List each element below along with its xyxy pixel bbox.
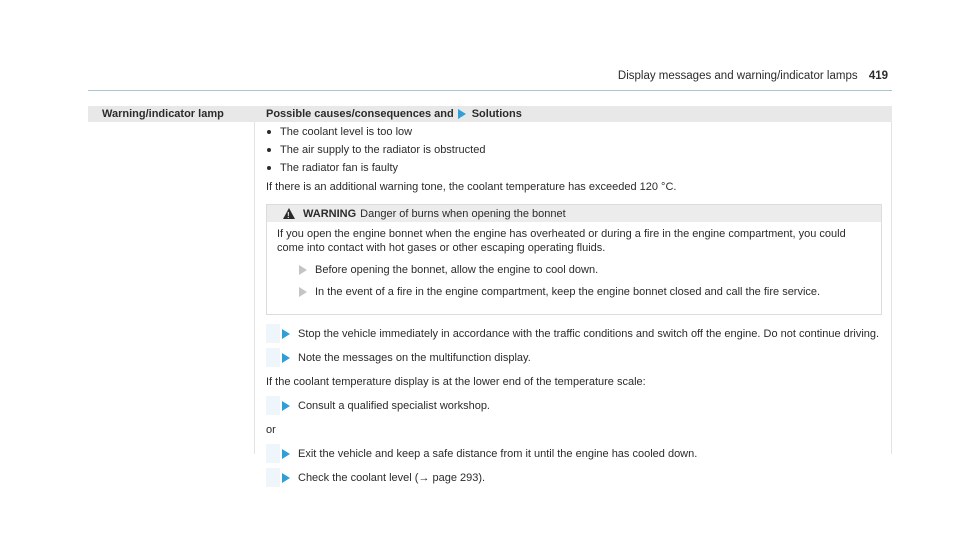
blue-arrow-icon (282, 329, 290, 339)
step-highlight (266, 348, 280, 367)
solution-step (266, 447, 882, 461)
solution-step (266, 471, 882, 485)
blue-arrow-icon (282, 353, 290, 363)
warning-step (277, 263, 871, 277)
solution-step-text: Stop the vehicle immediately in accordance with the traffic conditions and switch off the engine. Do not continue driving. (298, 328, 880, 340)
lower-paragraph: If the coolant temperature display is at the lower end of the temperature scale: (266, 376, 646, 388)
or-text: or (266, 424, 276, 436)
header-rule (88, 90, 892, 91)
cause-item: The radiator fan is faulty (266, 161, 882, 175)
col-warning-lamp-header: Warning/indicator lamp (102, 108, 224, 120)
grey-arrow-icon (299, 287, 307, 297)
warning-body (267, 222, 881, 314)
solution-step-text: Note the messages on the multifunction display. (298, 352, 531, 364)
solution-step-text: Exit the vehicle and keep a safe distance from it until the engine has cooled down. (298, 448, 698, 460)
solution-step-text: Check the coolant level (→ page 293). (298, 472, 486, 484)
warning-table (88, 106, 892, 484)
cause-item: The air supply to the radiator is obstructed (266, 143, 882, 157)
intro-paragraph: If there is an additional warning tone, the coolant temperature has exceeded 120 °C. (266, 181, 677, 193)
step-highlight (266, 444, 280, 463)
blue-arrow-icon (282, 473, 290, 483)
warning-title: WARNING (303, 207, 357, 220)
play-icon (458, 109, 466, 119)
solution-step (266, 399, 882, 413)
column-divider-right (891, 122, 892, 454)
warning-step-text: Before opening the bonnet, allow the engine to cool down. (315, 264, 599, 276)
page-number: 419 (868, 70, 888, 82)
blue-arrow-icon (282, 401, 290, 411)
causes-column (266, 125, 882, 495)
warning-step-text: In the event of a fire in the engine compartment, keep the engine bonnet closed and call the fire service. (315, 286, 821, 298)
solution-step-text: Consult a qualified specialist workshop. (298, 400, 490, 412)
col-solutions-label: Solutions (471, 108, 522, 120)
warning-subtitle: Danger of burns when opening the bonnet (360, 207, 566, 220)
warning-box (266, 204, 882, 315)
grey-arrow-icon (299, 265, 307, 275)
col-causes-header (266, 108, 522, 120)
table-header-row (88, 106, 892, 122)
page-header (618, 70, 888, 82)
warning-triangle-icon (283, 208, 295, 219)
step-highlight (266, 468, 280, 487)
col-causes-label: Possible causes/consequences and (266, 108, 454, 120)
step-highlight (266, 396, 280, 415)
column-divider (254, 122, 255, 454)
blue-arrow-icon (282, 449, 290, 459)
warning-header (267, 205, 881, 222)
warning-text: If you open the engine bonnet when the engine has overheated or during a fire in the engine compartment, you could come into contact with hot gases or other escaping operating fluids. (277, 228, 846, 254)
warning-step (277, 285, 871, 299)
cause-item: The coolant level is too low (266, 125, 882, 139)
header-title: Display messages and warning/indicator lamps (617, 70, 858, 82)
solution-step (266, 327, 882, 341)
step-highlight (266, 324, 280, 343)
solution-step (266, 351, 882, 365)
